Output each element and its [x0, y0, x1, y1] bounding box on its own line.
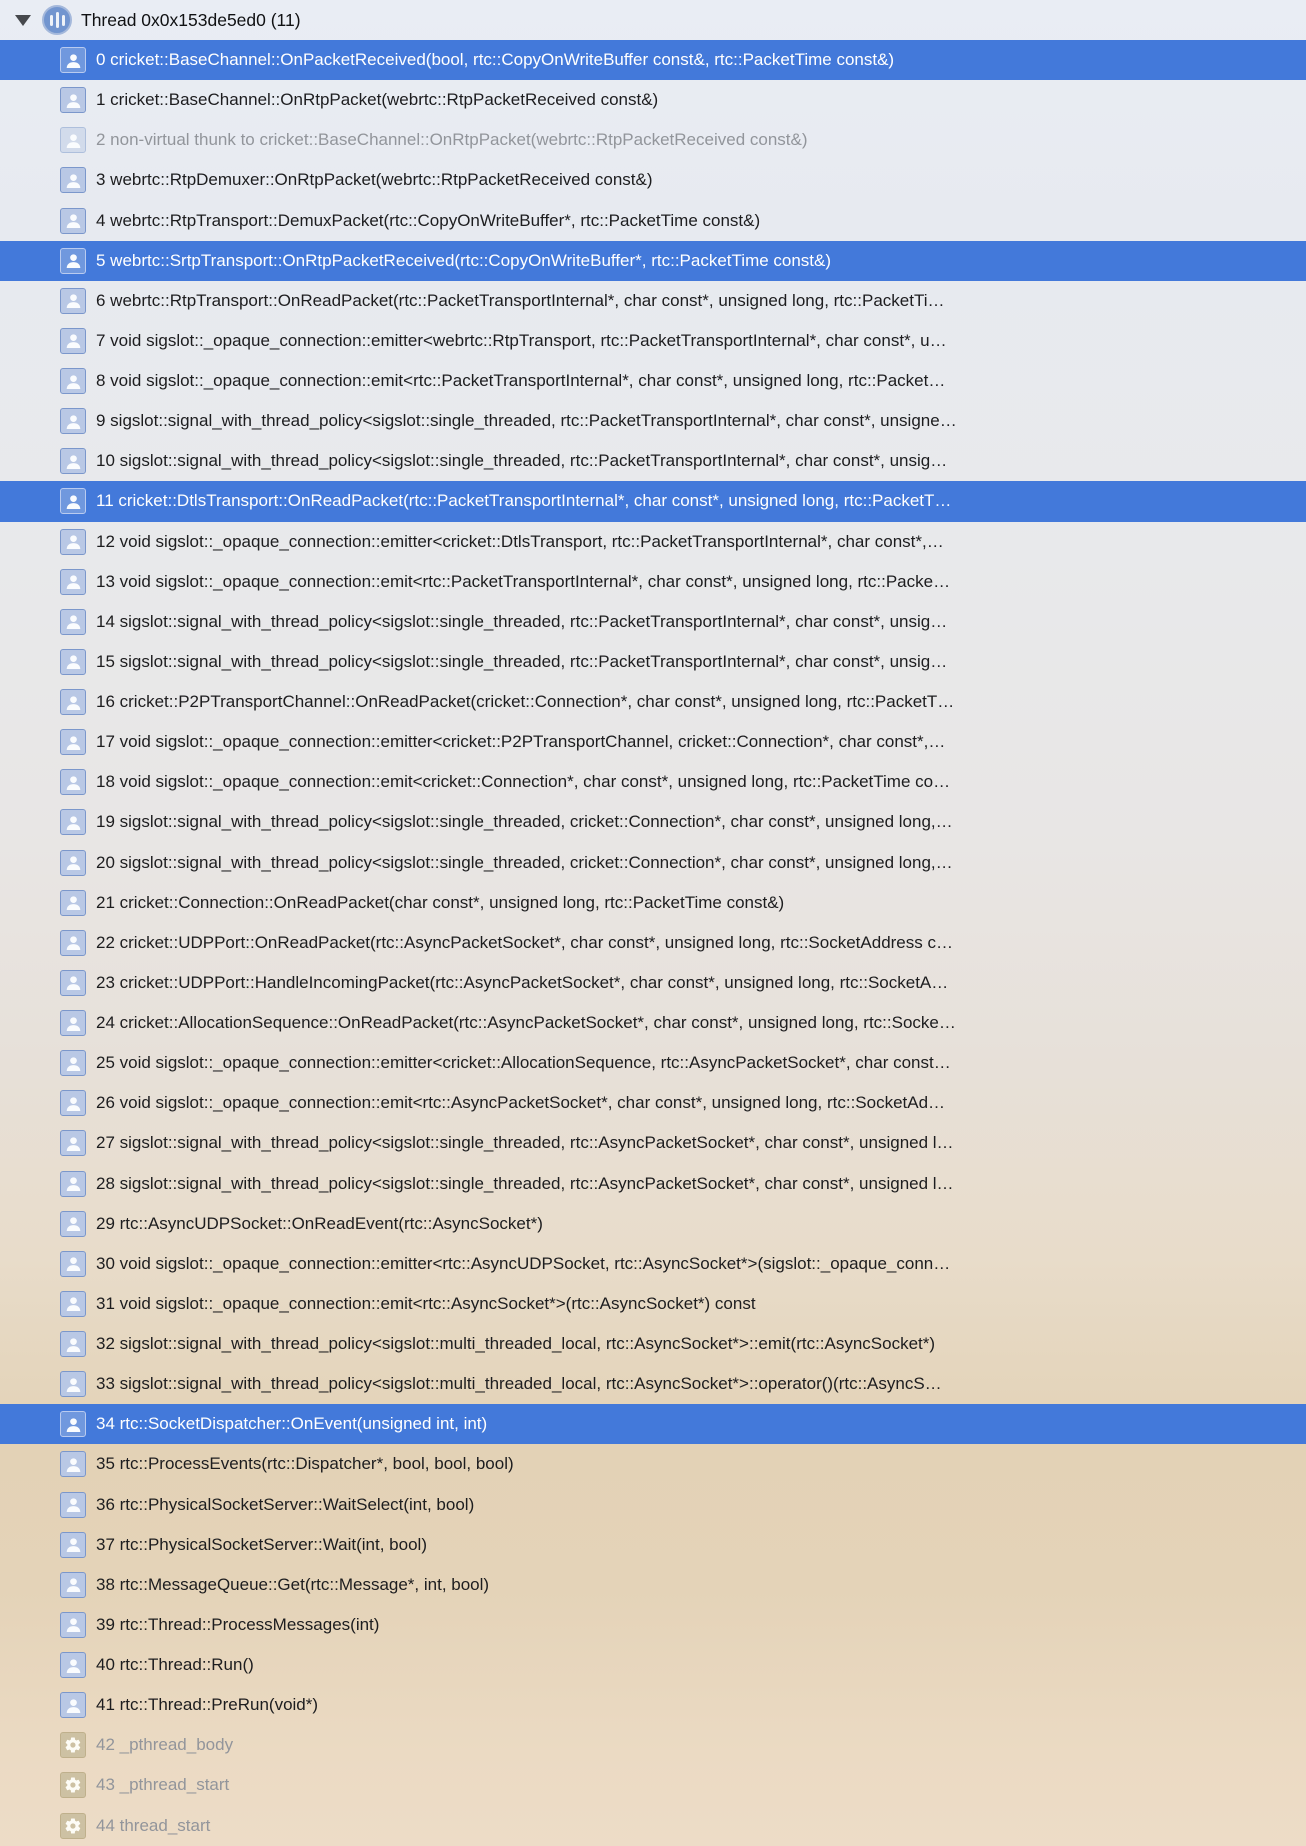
person-icon	[60, 809, 86, 835]
person-icon	[60, 1171, 86, 1197]
gear-icon	[60, 1732, 86, 1758]
person-icon	[60, 248, 86, 274]
stack-frame-row[interactable]	[0, 1364, 1306, 1404]
stack-frame-row[interactable]	[0, 1083, 1306, 1123]
person-icon	[60, 1572, 86, 1598]
stack-frame-row[interactable]	[0, 802, 1306, 842]
stack-frame-row[interactable]	[0, 1444, 1306, 1484]
person-icon	[60, 408, 86, 434]
stack-frame-row[interactable]	[0, 160, 1306, 200]
person-icon	[60, 890, 86, 916]
person-icon	[60, 1130, 86, 1156]
stack-frame-row[interactable]	[0, 1164, 1306, 1204]
stack-frame-row[interactable]	[0, 682, 1306, 722]
stack-frame-label: 30 void sigslot::_opaque_connection::emitter<rtc::AsyncUDPSocket, rtc::AsyncSocket*>(sigslot::_opaque_conn…	[96, 1253, 951, 1273]
gear-icon	[60, 1772, 86, 1798]
stack-frame-row[interactable]	[0, 963, 1306, 1003]
stack-frame-row[interactable]	[0, 642, 1306, 682]
person-icon	[60, 649, 86, 675]
person-icon	[60, 1692, 86, 1718]
thread-title: Thread 0x0x153de5ed0 (11)	[81, 9, 301, 30]
gear-icon	[60, 1813, 86, 1839]
stack-frame-row[interactable]	[0, 1765, 1306, 1805]
stack-frame-label: 10 sigslot::signal_with_thread_policy<sigslot::single_threaded, rtc::PacketTransportInternal*, char const*, unsig…	[96, 451, 948, 471]
person-icon	[60, 288, 86, 314]
stack-frame-label: 2 non-virtual thunk to cricket::BaseChannel::OnRtpPacket(webrtc::RtpPacketReceived const&)	[96, 130, 808, 150]
stack-frame-row[interactable]	[0, 1244, 1306, 1284]
stack-frame-label: 0 cricket::BaseChannel::OnPacketReceived(bool, rtc::CopyOnWriteBuffer const&, rtc::PacketTime const&)	[96, 50, 895, 70]
person-icon	[60, 1492, 86, 1518]
stack-frame-label: 37 rtc::PhysicalSocketServer::Wait(int, bool)	[96, 1534, 427, 1554]
stack-frame-label: 44 thread_start	[96, 1815, 211, 1835]
stack-frame-row[interactable]	[0, 883, 1306, 923]
person-icon	[60, 1532, 86, 1558]
person-icon	[60, 1050, 86, 1076]
stack-frame-label: 22 cricket::UDPPort::OnReadPacket(rtc::AsyncPacketSocket*, char const*, unsigned long, rtc::SocketAddress c…	[96, 932, 953, 952]
stack-frame-row[interactable]	[0, 1324, 1306, 1364]
person-icon	[60, 609, 86, 635]
stack-frame-row[interactable]	[0, 923, 1306, 963]
stack-frame-row[interactable]	[0, 602, 1306, 642]
person-icon	[60, 1090, 86, 1116]
stack-frame-label: 34 rtc::SocketDispatcher::OnEvent(unsigned int, int)	[96, 1414, 488, 1434]
person-icon	[60, 87, 86, 113]
person-icon	[60, 1371, 86, 1397]
person-icon	[60, 448, 86, 474]
stack-frame-label: 29 rtc::AsyncUDPSocket::OnReadEvent(rtc::AsyncSocket*)	[96, 1213, 543, 1233]
stack-frame-row[interactable]	[0, 1204, 1306, 1244]
stack-frame-row[interactable]	[0, 1485, 1306, 1525]
stack-frame-label: 21 cricket::Connection::OnReadPacket(char const*, unsigned long, rtc::PacketTime const&)	[96, 892, 785, 912]
stack-frame-row[interactable]	[0, 80, 1306, 120]
stack-frame-label: 8 void sigslot::_opaque_connection::emit<rtc::PacketTransportInternal*, char const*, unsigned long, rtc::Packet…	[96, 371, 946, 391]
stack-frame-label: 26 void sigslot::_opaque_connection::emit<rtc::AsyncPacketSocket*, char const*, unsigned long, rtc::SocketAd…	[96, 1093, 946, 1113]
stack-frame-row[interactable]	[0, 401, 1306, 441]
stack-frame-label: 6 webrtc::RtpTransport::OnReadPacket(rtc::PacketTransportInternal*, char const*, unsigned long, rtc::PacketTi…	[96, 290, 945, 310]
stack-frame-label: 35 rtc::ProcessEvents(rtc::Dispatcher*, bool, bool, bool)	[96, 1454, 514, 1474]
person-icon	[60, 850, 86, 876]
stack-frame-row[interactable]	[0, 321, 1306, 361]
person-icon	[60, 1451, 86, 1477]
stack-frame-row[interactable]	[0, 1806, 1306, 1846]
stack-frame-row[interactable]	[0, 1003, 1306, 1043]
stack-frame-row[interactable]	[0, 361, 1306, 401]
stack-frame-row[interactable]	[0, 1525, 1306, 1565]
stack-frame-row[interactable]	[0, 1404, 1306, 1444]
stack-frame-row[interactable]	[0, 562, 1306, 602]
stack-frame-list	[0, 40, 1306, 1846]
stack-frame-row[interactable]	[0, 843, 1306, 883]
stack-frame-label: 12 void sigslot::_opaque_connection::emitter<cricket::DtlsTransport, rtc::PacketTransportInternal*, char const*,…	[96, 531, 944, 551]
person-icon	[60, 1211, 86, 1237]
stack-frame-row[interactable]	[0, 722, 1306, 762]
person-icon	[60, 47, 86, 73]
stack-frame-label: 9 sigslot::signal_with_thread_policy<sigslot::single_threaded, rtc::PacketTransportInternal*, char const*, unsigne…	[96, 411, 957, 431]
stack-frame-row[interactable]	[0, 1685, 1306, 1725]
stack-frame-label: 15 sigslot::signal_with_thread_policy<sigslot::single_threaded, rtc::PacketTransportInternal*, char const*, unsig…	[96, 651, 948, 671]
person-icon	[60, 1010, 86, 1036]
stack-frame-label: 39 rtc::Thread::ProcessMessages(int)	[96, 1614, 380, 1634]
stack-frame-row[interactable]	[0, 201, 1306, 241]
stack-frame-row[interactable]	[0, 441, 1306, 481]
person-icon	[60, 1652, 86, 1678]
stack-frame-label: 19 sigslot::signal_with_thread_policy<sigslot::single_threaded, cricket::Connection*, char const*, unsigned long,…	[96, 812, 953, 832]
stack-frame-label: 11 cricket::DtlsTransport::OnReadPacket(rtc::PacketTransportInternal*, char const*, unsigned long, rtc::PacketT…	[96, 491, 952, 511]
disclosure-triangle-icon[interactable]	[15, 15, 31, 26]
stack-frame-row[interactable]	[0, 1725, 1306, 1765]
stack-frame-label: 43 _pthread_start	[96, 1775, 230, 1795]
stack-frame-row[interactable]	[0, 1645, 1306, 1685]
person-icon	[60, 488, 86, 514]
stack-frame-row[interactable]	[0, 1605, 1306, 1645]
person-icon	[60, 1612, 86, 1638]
person-icon	[60, 769, 86, 795]
person-icon	[60, 1411, 86, 1437]
thread-icon	[42, 5, 72, 35]
stack-frame-row[interactable]	[0, 40, 1306, 80]
stack-frame-label: 16 cricket::P2PTransportChannel::OnReadPacket(cricket::Connection*, char const*, unsigned long, rtc::PacketT…	[96, 692, 955, 712]
stack-frame-row[interactable]	[0, 1123, 1306, 1163]
stack-frame-label: 38 rtc::MessageQueue::Get(rtc::Message*, int, bool)	[96, 1574, 490, 1594]
stack-frame-label: 41 rtc::Thread::PreRun(void*)	[96, 1695, 319, 1715]
stack-frame-label: 3 webrtc::RtpDemuxer::OnRtpPacket(webrtc::RtpPacketReceived const&)	[96, 170, 653, 190]
person-icon	[60, 208, 86, 234]
person-icon	[60, 689, 86, 715]
stack-frame-label: 20 sigslot::signal_with_thread_policy<sigslot::single_threaded, cricket::Connection*, char const*, unsigned long,…	[96, 852, 953, 872]
stack-frame-label: 7 void sigslot::_opaque_connection::emitter<webrtc::RtpTransport, rtc::PacketTransportInternal*, char const*, u…	[96, 330, 947, 350]
stack-frame-row[interactable]	[0, 120, 1306, 160]
stack-frame-label: 23 cricket::UDPPort::HandleIncomingPacket(rtc::AsyncPacketSocket*, char const*, unsigned long, rtc::SocketA…	[96, 972, 949, 992]
stack-frame-label: 27 sigslot::signal_with_thread_policy<sigslot::single_threaded, rtc::AsyncPacketSocket*, char const*, unsigned l…	[96, 1133, 954, 1153]
stack-frame-label: 28 sigslot::signal_with_thread_policy<sigslot::single_threaded, rtc::AsyncPacketSocket*, char const*, unsigned l…	[96, 1173, 954, 1193]
stack-frame-label: 5 webrtc::SrtpTransport::OnRtpPacketReceived(rtc::CopyOnWriteBuffer*, rtc::PacketTime const&)	[96, 250, 832, 270]
stack-frame-row[interactable]	[0, 762, 1306, 802]
person-icon	[60, 970, 86, 996]
person-icon	[60, 1251, 86, 1277]
person-icon	[60, 368, 86, 394]
stack-frame-label: 31 void sigslot::_opaque_connection::emit<rtc::AsyncSocket*>(rtc::AsyncSocket*) const	[96, 1293, 756, 1313]
person-icon	[60, 729, 86, 755]
stack-frame-row[interactable]	[0, 481, 1306, 521]
stack-frame-label: 40 rtc::Thread::Run()	[96, 1655, 254, 1675]
stack-frame-label: 33 sigslot::signal_with_thread_policy<sigslot::multi_threaded_local, rtc::AsyncSocket*>::operator()(rtc::AsyncS…	[96, 1374, 942, 1394]
stack-frame-label: 42 _pthread_body	[96, 1735, 234, 1755]
stack-frame-label: 1 cricket::BaseChannel::OnRtpPacket(webrtc::RtpPacketReceived const&)	[96, 90, 659, 110]
stack-frame-row[interactable]	[0, 1284, 1306, 1324]
person-icon	[60, 167, 86, 193]
stack-frame-label: 24 cricket::AllocationSequence::OnReadPacket(rtc::AsyncPacketSocket*, char const*, unsigned long, rtc::Socke…	[96, 1013, 956, 1033]
stack-frame-label: 18 void sigslot::_opaque_connection::emit<cricket::Connection*, char const*, unsigned long, rtc::PacketTime co…	[96, 772, 951, 792]
person-icon	[60, 529, 86, 555]
person-icon	[60, 930, 86, 956]
stack-frame-label: 4 webrtc::RtpTransport::DemuxPacket(rtc::CopyOnWriteBuffer*, rtc::PacketTime const&)	[96, 210, 761, 230]
stack-frame-label: 13 void sigslot::_opaque_connection::emit<rtc::PacketTransportInternal*, char const*, unsigned long, rtc::Packe…	[96, 571, 951, 591]
person-icon	[60, 569, 86, 595]
stack-frame-label: 17 void sigslot::_opaque_connection::emitter<cricket::P2PTransportChannel, cricket::Connection*, char const*,…	[96, 732, 946, 752]
person-icon	[60, 1291, 86, 1317]
stack-frame-row[interactable]	[0, 1043, 1306, 1083]
stack-frame-row[interactable]	[0, 241, 1306, 281]
stack-frame-row[interactable]	[0, 1565, 1306, 1605]
stack-frame-label: 25 void sigslot::_opaque_connection::emitter<cricket::AllocationSequence, rtc::AsyncPacketSocket*, char const…	[96, 1053, 951, 1073]
stack-frame-label: 14 sigslot::signal_with_thread_policy<sigslot::single_threaded, rtc::PacketTransportInternal*, char const*, unsig…	[96, 611, 948, 631]
thread-header-row[interactable]	[0, 0, 1306, 40]
person-icon	[60, 1331, 86, 1357]
person-icon	[60, 127, 86, 153]
stack-frame-label: 32 sigslot::signal_with_thread_policy<sigslot::multi_threaded_local, rtc::AsyncSocket*>::emit(rtc::AsyncSocket*)	[96, 1334, 936, 1354]
stack-frame-row[interactable]	[0, 281, 1306, 321]
stack-frame-row[interactable]	[0, 522, 1306, 562]
stack-frame-label: 36 rtc::PhysicalSocketServer::WaitSelect(int, bool)	[96, 1494, 475, 1514]
person-icon	[60, 328, 86, 354]
